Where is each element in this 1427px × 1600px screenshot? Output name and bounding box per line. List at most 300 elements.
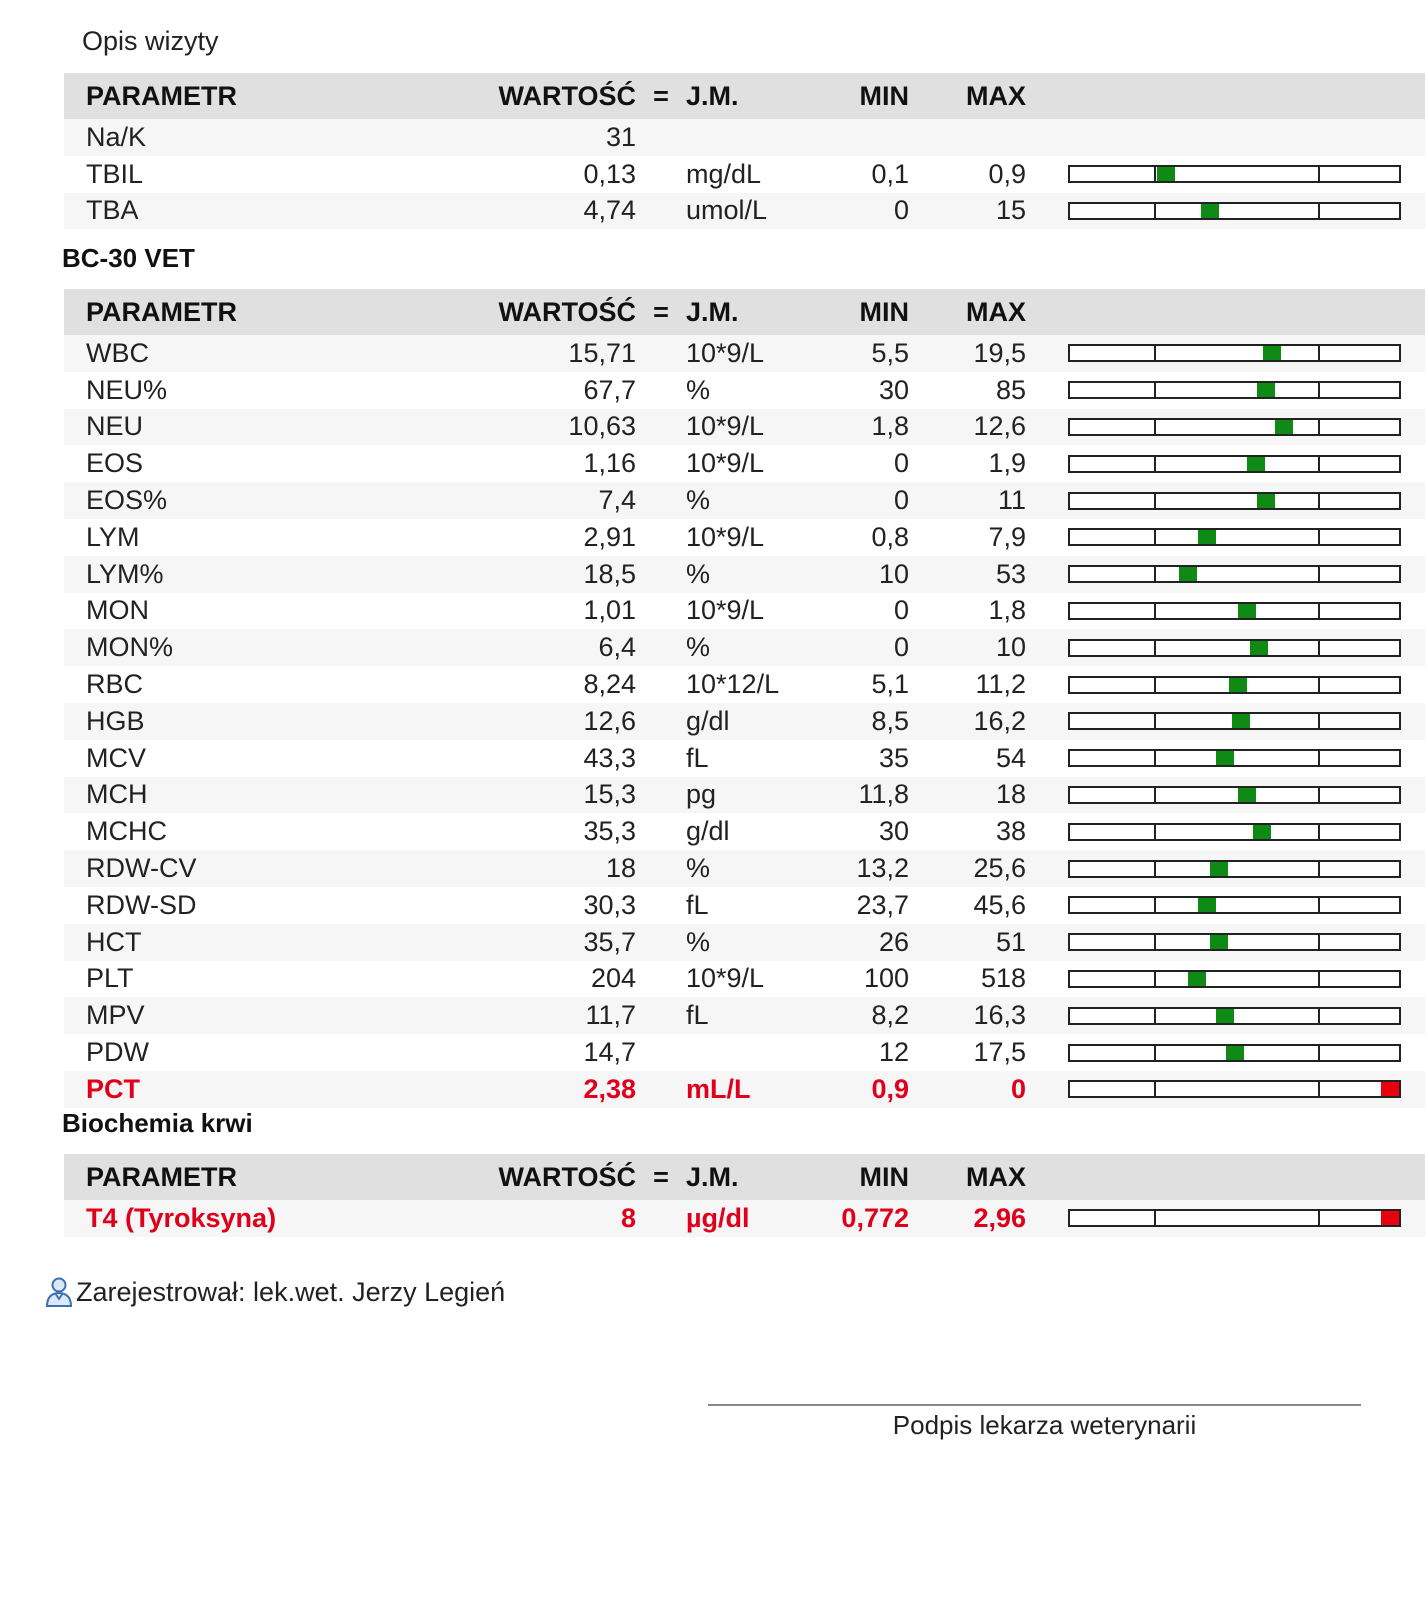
result-value: 43,3 (466, 740, 636, 777)
col-header-param: PARAMETR (64, 1154, 466, 1200)
result-value: 2,38 (466, 1071, 636, 1108)
range-bar-cell (1026, 1071, 1425, 1108)
range-bar-cell (1026, 156, 1425, 193)
range-bar-cell (1026, 119, 1425, 156)
result-unit: 10*9/L (686, 519, 798, 556)
range-bar (1068, 602, 1401, 620)
range-max: 12,6 (909, 409, 1026, 446)
range-min: 35 (798, 740, 909, 777)
result-value: 31 (466, 119, 636, 156)
range-bar-cell (1026, 777, 1425, 814)
eq-cell (636, 666, 686, 703)
param-name: RDW-SD (64, 887, 466, 924)
param-name: MCHC (64, 813, 466, 850)
eq-cell (636, 372, 686, 409)
range-min: 11,8 (798, 777, 909, 814)
table-row (64, 629, 1425, 666)
range-bar-cell (1026, 519, 1425, 556)
value-marker (1263, 346, 1281, 360)
value-marker (1238, 788, 1256, 802)
range-max: 10 (909, 629, 1026, 666)
range-max: 518 (909, 961, 1026, 998)
result-unit: % (686, 556, 798, 593)
value-marker (1201, 204, 1219, 218)
range-min: 12 (798, 1034, 909, 1071)
result-value: 4,74 (466, 193, 636, 230)
range-max: 45,6 (909, 887, 1026, 924)
table-row (64, 482, 1425, 519)
param-name: EOS% (64, 482, 466, 519)
range-bar (1068, 749, 1401, 767)
range-max: 2,96 (909, 1200, 1026, 1237)
result-unit: 10*9/L (686, 593, 798, 630)
eq-cell (636, 997, 686, 1034)
value-marker (1253, 825, 1271, 839)
result-unit: % (686, 850, 798, 887)
param-name: TBIL (64, 156, 466, 193)
result-unit: mg/dL (686, 156, 798, 193)
value-marker (1247, 457, 1265, 471)
range-max: 53 (909, 556, 1026, 593)
range-divider (1154, 604, 1156, 618)
range-max: 85 (909, 372, 1026, 409)
table-row (64, 703, 1425, 740)
eq-cell (636, 813, 686, 850)
range-bar (1068, 344, 1401, 362)
range-max: 7,9 (909, 519, 1026, 556)
eq-cell (636, 156, 686, 193)
section-title-biochemia: Biochemia krwi (62, 1108, 253, 1138)
range-max: 11 (909, 482, 1026, 519)
results-table-general (64, 73, 1425, 229)
range-divider (1318, 383, 1320, 397)
result-value: 1,01 (466, 593, 636, 630)
eq-cell (636, 409, 686, 446)
col-header-value: WARTOŚĆ (466, 1154, 636, 1200)
range-divider (1154, 641, 1156, 655)
result-unit: mL/L (686, 1071, 798, 1108)
col-header-unit: J.M. (686, 73, 798, 119)
table-header-row (64, 1154, 1425, 1200)
range-bar-cell (1026, 740, 1425, 777)
param-name: LYM% (64, 556, 466, 593)
result-unit: umol/L (686, 193, 798, 230)
eq-cell (636, 519, 686, 556)
range-divider (1154, 751, 1156, 765)
value-marker (1275, 420, 1293, 434)
results-table-biochemia (64, 1154, 1425, 1237)
col-header-max: MAX (909, 1154, 1026, 1200)
range-min: 1,8 (798, 409, 909, 446)
result-value: 7,4 (466, 482, 636, 519)
range-bar (1068, 970, 1401, 988)
range-bar (1068, 418, 1401, 436)
range-divider (1154, 898, 1156, 912)
value-marker (1198, 898, 1216, 912)
range-divider (1154, 457, 1156, 471)
param-name: EOS (64, 445, 466, 482)
range-bar-cell (1026, 1034, 1425, 1071)
result-value: 11,7 (466, 997, 636, 1034)
table-row (64, 924, 1425, 961)
range-bar (1068, 202, 1401, 220)
result-value: 10,63 (466, 409, 636, 446)
eq-cell (636, 482, 686, 519)
table-row (64, 777, 1425, 814)
param-name: LYM (64, 519, 466, 556)
range-bar-cell (1026, 593, 1425, 630)
range-divider (1154, 167, 1156, 181)
range-divider (1318, 420, 1320, 434)
table-row (64, 850, 1425, 887)
param-name: HCT (64, 924, 466, 961)
range-divider (1154, 1082, 1156, 1096)
range-min: 0,9 (798, 1071, 909, 1108)
range-divider (1318, 530, 1320, 544)
range-divider (1318, 862, 1320, 876)
range-bar-cell (1026, 372, 1425, 409)
range-divider (1154, 862, 1156, 876)
range-divider (1154, 1009, 1156, 1023)
signature-line (708, 1404, 1361, 1406)
range-min: 5,5 (798, 335, 909, 372)
table-row (64, 156, 1425, 193)
table-header-row (64, 73, 1425, 119)
table-row (64, 1071, 1425, 1108)
eq-cell (636, 629, 686, 666)
range-bar-cell (1026, 887, 1425, 924)
col-header-min: MIN (798, 1154, 909, 1200)
eq-cell (636, 740, 686, 777)
param-name: PDW (64, 1034, 466, 1071)
registered-by-label: Zarejestrował: lek.wet. Jerzy Legień (76, 1276, 506, 1307)
table-row (64, 1034, 1425, 1071)
result-unit: g/dl (686, 703, 798, 740)
range-bar-cell (1026, 924, 1425, 961)
range-bar (1068, 896, 1401, 914)
result-unit: 10*9/L (686, 961, 798, 998)
eq-cell (636, 556, 686, 593)
value-marker (1216, 751, 1234, 765)
range-max: 17,5 (909, 1034, 1026, 1071)
range-min: 0 (798, 193, 909, 230)
result-value: 14,7 (466, 1034, 636, 1071)
result-value: 30,3 (466, 887, 636, 924)
range-max: 0,9 (909, 156, 1026, 193)
result-unit: % (686, 924, 798, 961)
range-bar (1068, 786, 1401, 804)
param-name: TBA (64, 193, 466, 230)
value-marker (1232, 714, 1250, 728)
table-row (64, 593, 1425, 630)
param-name: T4 (Tyroksyna) (64, 1200, 466, 1237)
value-marker (1250, 641, 1268, 655)
range-bar (1068, 1209, 1401, 1227)
range-bar (1068, 492, 1401, 510)
result-unit: 10*9/L (686, 409, 798, 446)
value-marker (1198, 530, 1216, 544)
range-divider (1154, 383, 1156, 397)
range-bar (1068, 712, 1401, 730)
range-bar (1068, 1007, 1401, 1025)
range-divider (1318, 714, 1320, 728)
range-divider (1318, 494, 1320, 508)
range-divider (1154, 825, 1156, 839)
range-divider (1154, 972, 1156, 986)
range-bar (1068, 528, 1401, 546)
eq-cell (636, 119, 686, 156)
range-max: 51 (909, 924, 1026, 961)
range-divider (1318, 567, 1320, 581)
table-header-row (64, 289, 1425, 335)
range-bar (1068, 1044, 1401, 1062)
eq-cell (636, 335, 686, 372)
page-header-title: Opis wizyty (82, 26, 219, 56)
result-unit: g/dl (686, 813, 798, 850)
range-max: 16,2 (909, 703, 1026, 740)
eq-cell (636, 445, 686, 482)
param-name: RDW-CV (64, 850, 466, 887)
range-max: 0 (909, 1071, 1026, 1108)
table-row (64, 519, 1425, 556)
result-value: 2,91 (466, 519, 636, 556)
range-divider (1154, 935, 1156, 949)
eq-cell (636, 193, 686, 230)
range-min: 0,1 (798, 156, 909, 193)
range-min: 0 (798, 445, 909, 482)
value-marker (1216, 1009, 1234, 1023)
param-name: WBC (64, 335, 466, 372)
range-divider (1154, 1046, 1156, 1060)
result-unit: % (686, 482, 798, 519)
range-divider (1318, 898, 1320, 912)
range-bar (1068, 823, 1401, 841)
param-name: Na/K (64, 119, 466, 156)
range-divider (1318, 751, 1320, 765)
value-marker (1179, 567, 1197, 581)
range-min: 30 (798, 813, 909, 850)
eq-cell (636, 1071, 686, 1108)
value-marker (1226, 1046, 1244, 1060)
results-table-bc30 (64, 289, 1425, 1108)
range-bar-cell (1026, 335, 1425, 372)
range-max: 1,8 (909, 593, 1026, 630)
param-name: MPV (64, 997, 466, 1034)
range-bar-cell (1026, 813, 1425, 850)
range-bar (1068, 933, 1401, 951)
col-header-range (1026, 1154, 1425, 1200)
range-min: 10 (798, 556, 909, 593)
param-name: HGB (64, 703, 466, 740)
range-bar (1068, 860, 1401, 878)
range-bar (1068, 381, 1401, 399)
range-bar-cell (1026, 445, 1425, 482)
result-value: 6,4 (466, 629, 636, 666)
table-row (64, 193, 1425, 230)
range-max: 54 (909, 740, 1026, 777)
range-bar-cell (1026, 629, 1425, 666)
range-divider (1154, 714, 1156, 728)
range-min: 0,772 (798, 1200, 909, 1237)
table-row (64, 556, 1425, 593)
range-max: 38 (909, 813, 1026, 850)
range-divider (1318, 1009, 1320, 1023)
value-marker (1257, 383, 1275, 397)
eq-cell (636, 924, 686, 961)
col-header-param: PARAMETR (64, 289, 466, 335)
result-value: 204 (466, 961, 636, 998)
param-name: RBC (64, 666, 466, 703)
range-divider (1154, 788, 1156, 802)
range-min: 0 (798, 629, 909, 666)
range-divider (1154, 494, 1156, 508)
eq-cell (636, 850, 686, 887)
result-unit (686, 119, 798, 156)
registered-by (44, 1276, 505, 1308)
table-row (64, 372, 1425, 409)
range-divider (1318, 1082, 1320, 1096)
col-header-eq: = (636, 73, 686, 119)
range-divider (1318, 678, 1320, 692)
col-header-max: MAX (909, 73, 1026, 119)
eq-cell (636, 961, 686, 998)
eq-cell (636, 593, 686, 630)
col-header-value: WARTOŚĆ (466, 289, 636, 335)
value-marker (1210, 862, 1228, 876)
value-marker (1257, 494, 1275, 508)
range-bar (1068, 1080, 1401, 1098)
result-unit: fL (686, 740, 798, 777)
range-divider (1318, 641, 1320, 655)
range-bar-cell (1026, 666, 1425, 703)
range-min: 26 (798, 924, 909, 961)
range-bar-cell (1026, 997, 1425, 1034)
table-row (64, 445, 1425, 482)
result-unit: µg/dl (686, 1200, 798, 1237)
range-divider (1154, 346, 1156, 360)
result-value: 8 (466, 1200, 636, 1237)
range-divider (1318, 204, 1320, 218)
range-divider (1318, 167, 1320, 181)
range-divider (1318, 457, 1320, 471)
range-max: 18 (909, 777, 1026, 814)
range-min: 0 (798, 593, 909, 630)
range-divider (1318, 1211, 1320, 1225)
table-row (64, 409, 1425, 446)
value-marker (1157, 167, 1175, 181)
result-unit: % (686, 372, 798, 409)
range-divider (1318, 604, 1320, 618)
range-divider (1318, 825, 1320, 839)
col-header-unit: J.M. (686, 289, 798, 335)
range-bar-cell (1026, 409, 1425, 446)
range-max (909, 119, 1026, 156)
result-value: 18 (466, 850, 636, 887)
range-min: 100 (798, 961, 909, 998)
result-value: 67,7 (466, 372, 636, 409)
result-value: 18,5 (466, 556, 636, 593)
range-min: 5,1 (798, 666, 909, 703)
range-divider (1154, 1211, 1156, 1225)
col-header-eq: = (636, 289, 686, 335)
range-divider (1318, 935, 1320, 949)
range-bar-cell (1026, 482, 1425, 519)
range-min: 0,8 (798, 519, 909, 556)
param-name: PLT (64, 961, 466, 998)
result-value: 12,6 (466, 703, 636, 740)
section-title-bc30: BC-30 VET (62, 243, 195, 273)
result-unit: fL (686, 887, 798, 924)
eq-cell (636, 1034, 686, 1071)
range-min: 30 (798, 372, 909, 409)
result-unit (686, 1034, 798, 1071)
param-name: PCT (64, 1071, 466, 1108)
param-name: MON (64, 593, 466, 630)
param-name: MCH (64, 777, 466, 814)
range-bar-cell (1026, 850, 1425, 887)
table-row (64, 961, 1425, 998)
result-value: 15,71 (466, 335, 636, 372)
result-unit: 10*12/L (686, 666, 798, 703)
result-value: 15,3 (466, 777, 636, 814)
col-header-unit: J.M. (686, 1154, 798, 1200)
range-bar (1068, 639, 1401, 657)
param-name: NEU (64, 409, 466, 446)
range-divider (1154, 530, 1156, 544)
range-divider (1318, 1046, 1320, 1060)
range-max: 11,2 (909, 666, 1026, 703)
col-header-range (1026, 289, 1425, 335)
col-header-max: MAX (909, 289, 1026, 335)
user-icon (44, 1276, 74, 1308)
col-header-value: WARTOŚĆ (466, 73, 636, 119)
result-unit: pg (686, 777, 798, 814)
table-row (64, 740, 1425, 777)
param-name: MON% (64, 629, 466, 666)
range-max: 1,9 (909, 445, 1026, 482)
range-max: 19,5 (909, 335, 1026, 372)
col-header-range (1026, 73, 1425, 119)
range-bar (1068, 676, 1401, 694)
range-bar-cell (1026, 193, 1425, 230)
range-divider (1154, 678, 1156, 692)
param-name: NEU% (64, 372, 466, 409)
result-value: 0,13 (466, 156, 636, 193)
table-row (64, 997, 1425, 1034)
col-header-min: MIN (798, 73, 909, 119)
value-marker (1210, 935, 1228, 949)
table-row (64, 1200, 1425, 1237)
range-bar-cell (1026, 556, 1425, 593)
param-name: MCV (64, 740, 466, 777)
range-min: 8,5 (798, 703, 909, 740)
range-min: 13,2 (798, 850, 909, 887)
col-header-min: MIN (798, 289, 909, 335)
table-row (64, 335, 1425, 372)
range-max: 16,3 (909, 997, 1026, 1034)
signature-label: Podpis lekarza weterynarii (892, 1410, 1197, 1440)
range-bar (1068, 565, 1401, 583)
range-bar-cell (1026, 961, 1425, 998)
range-max: 25,6 (909, 850, 1026, 887)
table-row (64, 666, 1425, 703)
value-marker (1229, 678, 1247, 692)
table-row (64, 887, 1425, 924)
result-value: 1,16 (466, 445, 636, 482)
col-header-eq: = (636, 1154, 686, 1200)
range-min: 23,7 (798, 887, 909, 924)
value-marker (1238, 604, 1256, 618)
